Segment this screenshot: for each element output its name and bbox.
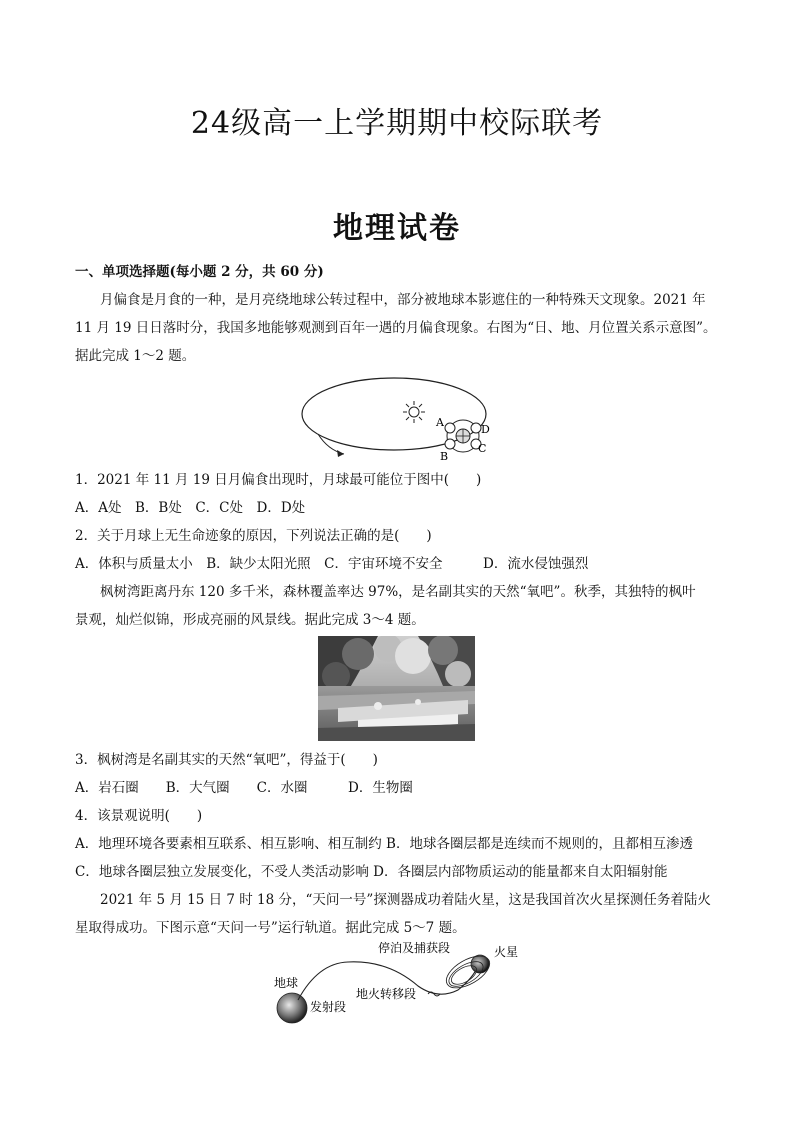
earth-label: 地球	[274, 976, 299, 990]
q4-options-line2: C．地球各圈层独立发展变化，不受人类活动影响 D．各圈层内部物质运动的能量都来自太阳辐射能	[75, 864, 668, 880]
passage1-line: 月偏食是月食的一种，是月亮绕地球公转过程中，部分被地球本影遮住的一种特殊天文现象。2021 年	[100, 292, 706, 308]
launch-label: 发射段	[310, 1000, 347, 1014]
section-heading: 一、单项选择题(每小题 2 分，共 60 分)	[75, 264, 324, 280]
transfer-label: 地火转移段	[356, 987, 417, 1001]
mars-label: 火星	[494, 945, 519, 959]
passage1-line: 11 月 19 日日落时分，我国多地能够观测到百年一遇的月偏食现象。右图为“日、地、月位置关系示意图”。	[75, 320, 717, 336]
earth-icon	[277, 993, 307, 1023]
q4-options-line1: A．地理环境各要素相互联系、相互影响、相互制约 B．地球各圈层都是连续而不规则的，且都相互渗透	[75, 836, 693, 852]
q4-stem: 4．该景观说明( )	[75, 808, 203, 824]
q3-stem: 3．枫树湾是名副其实的天然“氧吧”，得益于( )	[75, 752, 378, 768]
q2-options: A．体积与质量太小 B．缺少太阳光照 C．宇宙环境不安全 D．流水侵蚀强烈	[75, 556, 589, 572]
sun-icon	[403, 401, 425, 423]
parking-label: 停泊及捕获段	[378, 941, 451, 955]
exam-title: 24级高一上学期期中校际联考	[190, 106, 604, 141]
label-a: A	[436, 416, 444, 429]
label-b: B	[440, 450, 449, 463]
moon-position-d	[471, 423, 481, 433]
q2-stem: 2．关于月球上无生命迹象的原因，下列说法正确的是( )	[75, 528, 432, 544]
moon-position-b	[445, 439, 455, 449]
label-c: C	[478, 442, 487, 455]
maple-valley-photo	[318, 636, 475, 741]
q3-options: A．岩石圈 B．大气圈 C．水圈 D．生物圈	[75, 780, 413, 796]
passage2-line: 枫树湾距离丹东 120 多千米，森林覆盖率达 97%，是名副其实的天然“氧吧”。秋季，其独特的枫叶	[100, 584, 696, 600]
q1-options: A．A处 B．B处 C．C处 D．D处	[75, 500, 306, 516]
exam-subtitle: 地理试卷	[333, 211, 461, 246]
passage1-line: 据此完成 1～2 题。	[75, 348, 196, 364]
earth-moon-system	[445, 420, 481, 452]
passage3-line: 星取得成功。下图示意“天问一号”运行轨道。据此完成 5～7 题。	[75, 920, 466, 936]
capture-orbit	[441, 950, 495, 995]
passage3-line: 2021 年 5 月 15 日 7 时 18 分，“天问一号”探测器成功着陆火星，这是我国首次火星探测任务着陆火	[100, 892, 711, 908]
label-d: D	[481, 423, 490, 436]
sun-earth-moon-figure	[300, 372, 500, 468]
moon-position-a	[445, 423, 455, 433]
passage2-line: 景观，灿烂似锦，形成亮丽的风景线。据此完成 3～4 题。	[75, 612, 425, 628]
tianwen-trajectory-figure	[268, 938, 530, 1030]
orbit-arrowhead	[337, 450, 344, 457]
q1-stem: 1．2021 年 11 月 19 日月偏食出现时，月球最可能位于图中( )	[75, 472, 482, 488]
